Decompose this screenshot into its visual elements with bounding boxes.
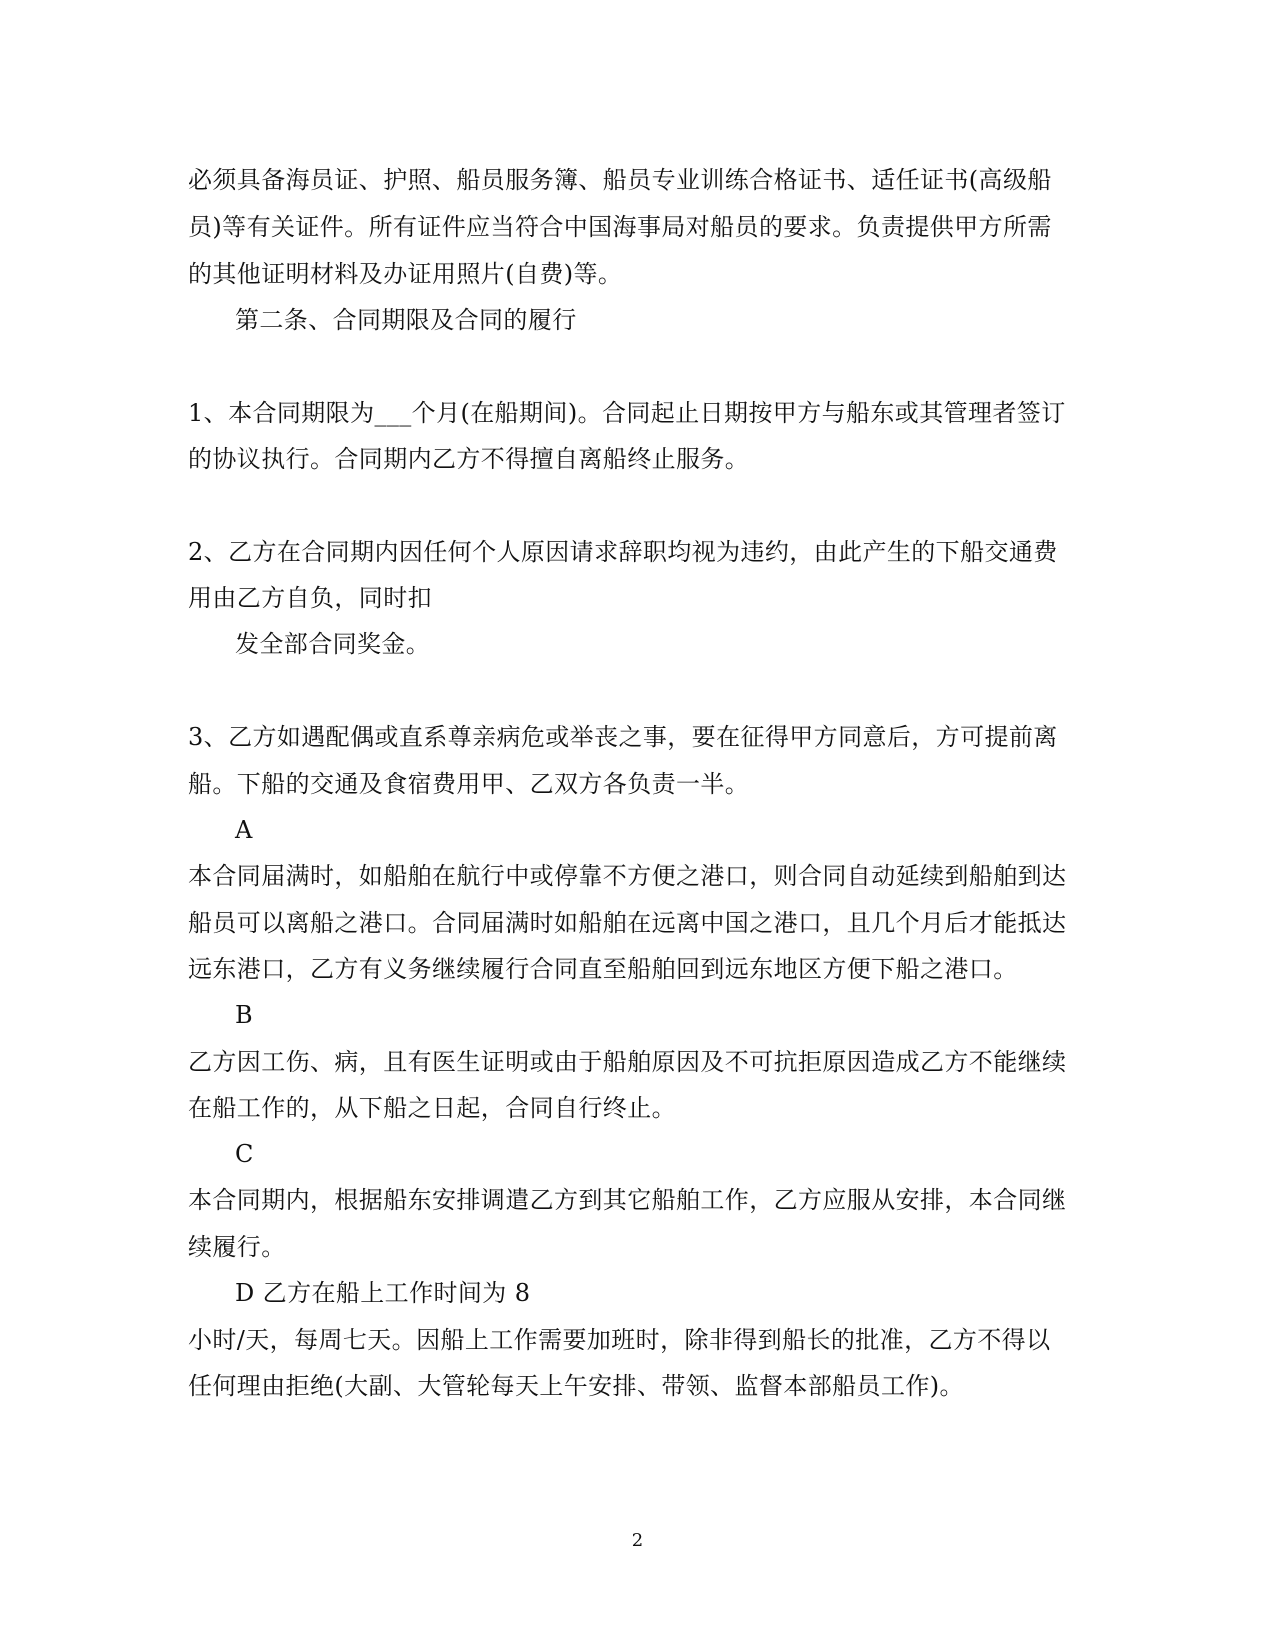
text-line: 续履行。 [188,1233,286,1261]
text-line: 必须具备海员证、护照、船员服务簿、船员专业训练合格证书、适任证书(高级船 [188,166,1052,194]
text-line: 的协议执行。合同期内乙方不得擅自离船终止服务。 [188,445,750,473]
item-marker: A [235,816,253,844]
text-line: 船。下船的交通及食宿费用甲、乙双方各负责一半。 [188,770,750,798]
text-line: 用由乙方自负，同时扣 [188,584,432,612]
text-line: 1、本合同期限为___个月(在船期间)。合同起止日期按甲方与船东或其管理者签订 [188,399,1066,427]
text-line: 在船工作的，从下船之日起，合同自行终止。 [188,1094,676,1122]
text-line: 本合同期内，根据船东安排调遣乙方到其它船舶工作，乙方应服从安排，本合同继 [188,1186,1067,1214]
text-line: 3、乙方如遇配偶或直系尊亲病危或举丧之事，要在征得甲方同意后，方可提前离 [188,723,1058,751]
text-line: 员)等有关证件。所有证件应当符合中国海事局对船员的要求。负责提供甲方所需 [188,213,1052,241]
text-line: 发全部合同奖金。 [235,630,431,658]
section-heading: 第二条、合同期限及合同的履行 [235,306,577,334]
text-line: 2、乙方在合同期内因任何个人原因请求辞职均视为违约，由此产生的下船交通费 [188,538,1058,566]
item-marker: D 乙方在船上工作时间为 8 [235,1279,531,1307]
text-line: 任何理由拒绝(大副、大管轮每天上午安排、带领、监督本部船员工作)。 [188,1372,964,1400]
item-marker: C [235,1140,254,1168]
text-line: 船员可以离船之港口。合同届满时如船舶在远离中国之港口，且几个月后才能抵达 [188,909,1067,937]
text-line: 小时/天，每周七天。因船上工作需要加班时，除非得到船长的批准，乙方不得以 [188,1326,1051,1354]
text-line: 的其他证明材料及办证用照片(自费)等。 [188,260,623,288]
text-line: 本合同届满时，如船舶在航行中或停靠不方便之港口，则合同自动延续到船舶到达 [188,862,1067,890]
text-line: 乙方因工伤、病，且有医生证明或由于船舶原因及不可抗拒原因造成乙方不能继续 [188,1048,1067,1076]
page-number: 2 [631,1530,644,1551]
item-marker: B [235,1001,254,1029]
text-line: 远东港口，乙方有义务继续履行合同直至船舶回到远东地区方便下船之港口。 [188,955,1018,983]
